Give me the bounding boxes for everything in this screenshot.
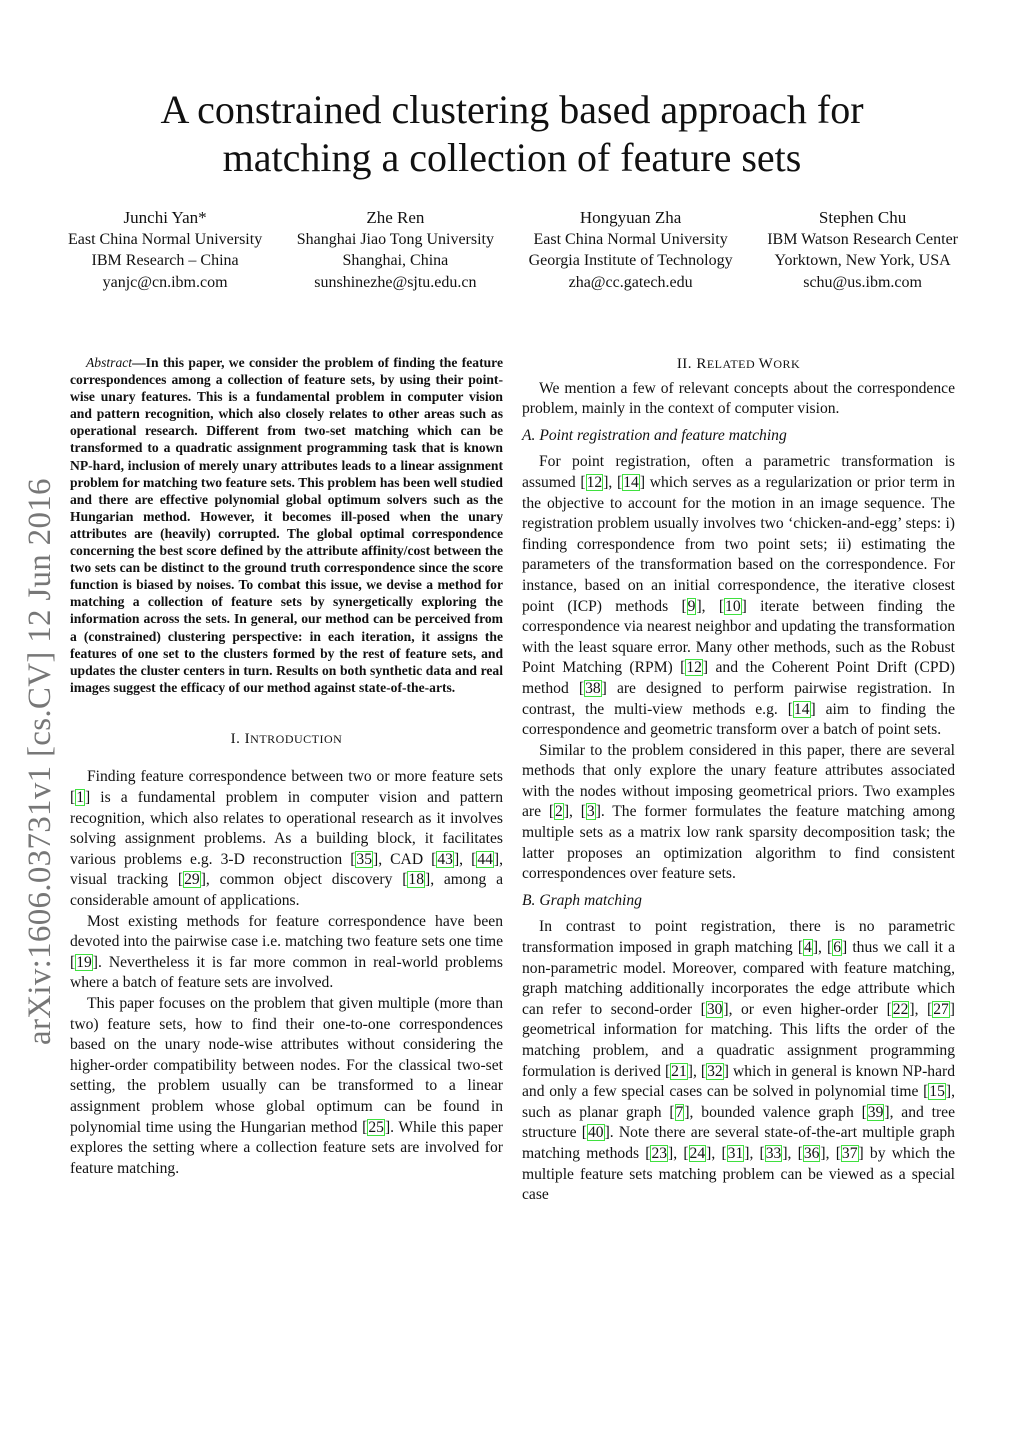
author-name: Hongyuan Zha: [579, 208, 682, 227]
citation-link[interactable]: 6: [833, 939, 842, 957]
author-affiliation: Shanghai, China: [342, 252, 449, 269]
paragraph: Similar to the problem considered in this paper, there are several methods that only explore the unary feature attributes associated with the nodes without imposing geometrical priors. Two examples are [2], [3]. The former formulates the feature matching among multiple sets as a matrix low rank sparsity decomposition task; the latter proposes an optimization algorithm to find consistent correspondences over feature sets.: [522, 741, 956, 883]
paragraph: Finding feature correspondence between two or more feature sets [1] is a fundamental problem in computer vision and pattern recognition, which also relates to operational research as it involves solving assignment problems. As a building block, it facilitates various problems e.g. 3-D reconstruction [35], CAD [43], [44], visual tracking [29], common object discovery [18], among a considerable amount of applications.: [70, 768, 504, 910]
author: [68, 207, 262, 293]
citation-link[interactable]: 2: [555, 803, 563, 821]
author-name: Zhe Ren: [366, 208, 425, 227]
title-line: matching a collection of feature sets: [222, 135, 802, 180]
citation-link[interactable]: 12: [686, 659, 702, 677]
author-name: Stephen Chu: [818, 208, 907, 227]
citation-link[interactable]: 38: [585, 679, 601, 697]
section-heading-related-work: [522, 354, 955, 375]
subsection-heading: B. Graph matching: [522, 891, 642, 909]
left-column: [70, 354, 503, 1179]
citation-link[interactable]: 24: [689, 1144, 706, 1162]
citation-link[interactable]: 14: [793, 700, 810, 718]
citation-link[interactable]: 29: [184, 871, 200, 889]
citation-link[interactable]: 43: [437, 850, 453, 868]
heading-rest: NTRODUCTION: [250, 731, 343, 746]
citation-link[interactable]: 36: [803, 1144, 820, 1162]
author-email: yanjc@cn.ibm.com: [102, 273, 228, 291]
citation-link[interactable]: 23: [651, 1144, 668, 1162]
author-affiliation: East China Normal University: [533, 230, 728, 248]
author-block: [68, 207, 958, 293]
heading-initial: R: [696, 356, 707, 372]
citation-link[interactable]: 30: [706, 1000, 723, 1018]
citation-link[interactable]: 35: [356, 850, 372, 868]
citation-link[interactable]: 22: [892, 1000, 909, 1018]
paragraph: We mention a few of relevant concepts about the correspondence problem, mainly in the context of computer vision.: [522, 379, 955, 418]
citation-link[interactable]: 19: [76, 953, 92, 971]
citation-link[interactable]: 44: [477, 850, 493, 868]
section-heading-introduction: [70, 729, 503, 750]
abstract-text: —In this paper, we consider the problem of finding the feature correspondences among a collection of feature sets, by using their point-wise unary features. This is a fundamental problem in computer vision and pattern recognition, which also closely relates to other areas such as operational research. Different from two-set matching which can be transformed to a quadratic assignment programming task that is known NP-hard, inclusion of merely unary attributes leads to a linear assignment problem for matching two feature sets. This problem has been well studied and there are effective polynomial global optimum solvers such as the Hungarian method. However, it becomes ill-posed when the unary attributes are (heavily) corrupted. The global optimal correspondence concerning the best score defined by the attribute affinity/cost between the two sets can be distinct to the ground truth correspondence since the score function is biased by noises. To combat this issue, we devise a method for matching a collection of feature sets by synergetically exploring the information across the sets. In general, our method can be perceived from a (constrained) clustering perspective: in each iteration, it assigns the features of one set to the clusters formed by the rest of feature sets, and updates the cluster centers in turn. Results on both synthetic data and real images suggest the efficacy of our method against state-of-the-arts.: [70, 355, 503, 695]
author-affiliation: East China Normal University: [68, 230, 263, 248]
citation-link[interactable]: 33: [765, 1144, 782, 1162]
abstract: [70, 354, 503, 696]
heading-rest: ORK: [773, 357, 801, 371]
paragraph: In contrast to point registration, there is no parametric transformation imposed in graph matching [4], [6] thus we call it a non-parametric model. Moreover, compared with feature matching, graph matching additionally incorporates the edge attribute which can refer to second-order [30], or even higher-order [22], [27] geometrical information for matching. This lifts the order of the matching problem, and a quadratic assignment programming formulation is derived [21], [32] which in general is known NP-hard and only a few special cases can be solved in polynomial time [15], such as planar graph [7], bounded valence graph [39], and tree structure [40]. Note there are several state-of-the-art multiple graph matching methods [23], [24], [31], [33], [36], [37] by which the multiple feature sets matching problem can be viewed as a special case: [522, 918, 956, 1204]
arxiv-identifier: arXiv:1606.03731v1 [cs.CV] 12 Jun 2016: [22, 478, 58, 1045]
author-email: schu@us.ibm.com: [803, 273, 922, 291]
citation-link[interactable]: 25: [368, 1118, 384, 1136]
paragraph: This paper focuses on the problem that given multiple (more than two) feature sets, how to find their one-to-one correspondences based on the unary node-wise attributes without considering the higher-order compatibility between nodes. For the classical two-set setting, the problem usually can be transformed to a linear assignment problem whose global optimum can be found in polynomial time using the Hungarian method [25]. While this paper explores the setting where a collection feature sets are involved for feature matching.: [70, 995, 503, 1177]
heading-initial: I: [244, 730, 251, 747]
citation-link[interactable]: 3: [586, 803, 595, 821]
section-number: II.: [676, 356, 697, 372]
author-affiliation: IBM Watson Research Center: [767, 230, 958, 248]
citation-link[interactable]: 39: [867, 1103, 884, 1121]
paragraph: For point registration, often a parametric transformation is assumed [12], [14] which serves as a regularization or prior term in the objective to account for the motion in an image sequence. The registration problem usually involves two ‘chicken-and-egg’ steps: i) finding correspondence from two point sets; ii) estimating the parameters of the transformation based on the correspondence. For instance, based on an initial correspondence, the iterative closest point (ICP) methods [9], [10] iterate between finding the correspondence via nearest neighbor and updating the transformation with the least square error. Many other methods, such as the Robust Point Matching (RPM) [12] and the Coherent Point Drift (CPD) method [38] are designed to perform pairwise registration. In contrast, the multi-view methods e.g. [14] aim to finding the correspondence and geometric transform over a batch of point sets.: [522, 453, 956, 739]
author-email: sunshinezhe@sjtu.edu.cn: [314, 273, 477, 291]
author-name: Junchi Yan*: [123, 208, 207, 227]
citation-link[interactable]: 9: [687, 597, 696, 615]
author-affiliation: Yorktown, New York, USA: [774, 252, 951, 269]
citation-link[interactable]: 31: [727, 1144, 744, 1162]
citation-link[interactable]: 12: [586, 473, 603, 491]
author: [767, 207, 958, 293]
abstract-label: Abstract: [86, 355, 133, 370]
author: [297, 207, 494, 293]
paragraph: Most existing methods for feature correspondence have been devoted into the pairwise case i.e. matching two feature sets one time [19]. Nevertheless it is far more common in real-world problems where a batch of feature sets are involved.: [70, 912, 503, 992]
citation-link[interactable]: 4: [804, 939, 812, 957]
title-line: A constrained clustering based approach for: [160, 87, 864, 132]
heading-initial: W: [758, 356, 774, 372]
author: [529, 207, 733, 293]
citation-link[interactable]: 7: [675, 1103, 684, 1121]
citation-link[interactable]: 10: [725, 597, 741, 615]
citation-link[interactable]: 18: [408, 871, 424, 889]
paper-title: [0, 86, 1024, 182]
author-email: zha@cc.gatech.edu: [568, 273, 693, 291]
citation-link[interactable]: 32: [707, 1062, 723, 1080]
citation-link[interactable]: 40: [587, 1124, 604, 1142]
citation-link[interactable]: 15: [929, 1083, 945, 1101]
citation-link[interactable]: 27: [933, 1000, 949, 1018]
heading-rest: ELATED: [706, 357, 759, 371]
author-affiliation: IBM Research – China: [91, 252, 239, 269]
subsection-heading: A. Point registration and feature matching: [522, 426, 787, 444]
author-affiliation: Shanghai Jiao Tong University: [296, 230, 494, 248]
citation-link[interactable]: 21: [671, 1062, 687, 1080]
citation-link[interactable]: 1: [76, 789, 84, 807]
right-column: [522, 354, 955, 1206]
section-number: I.: [230, 730, 245, 747]
citation-link[interactable]: 14: [623, 473, 639, 491]
author-affiliation: Georgia Institute of Technology: [528, 252, 733, 269]
citation-link[interactable]: 37: [841, 1144, 858, 1162]
